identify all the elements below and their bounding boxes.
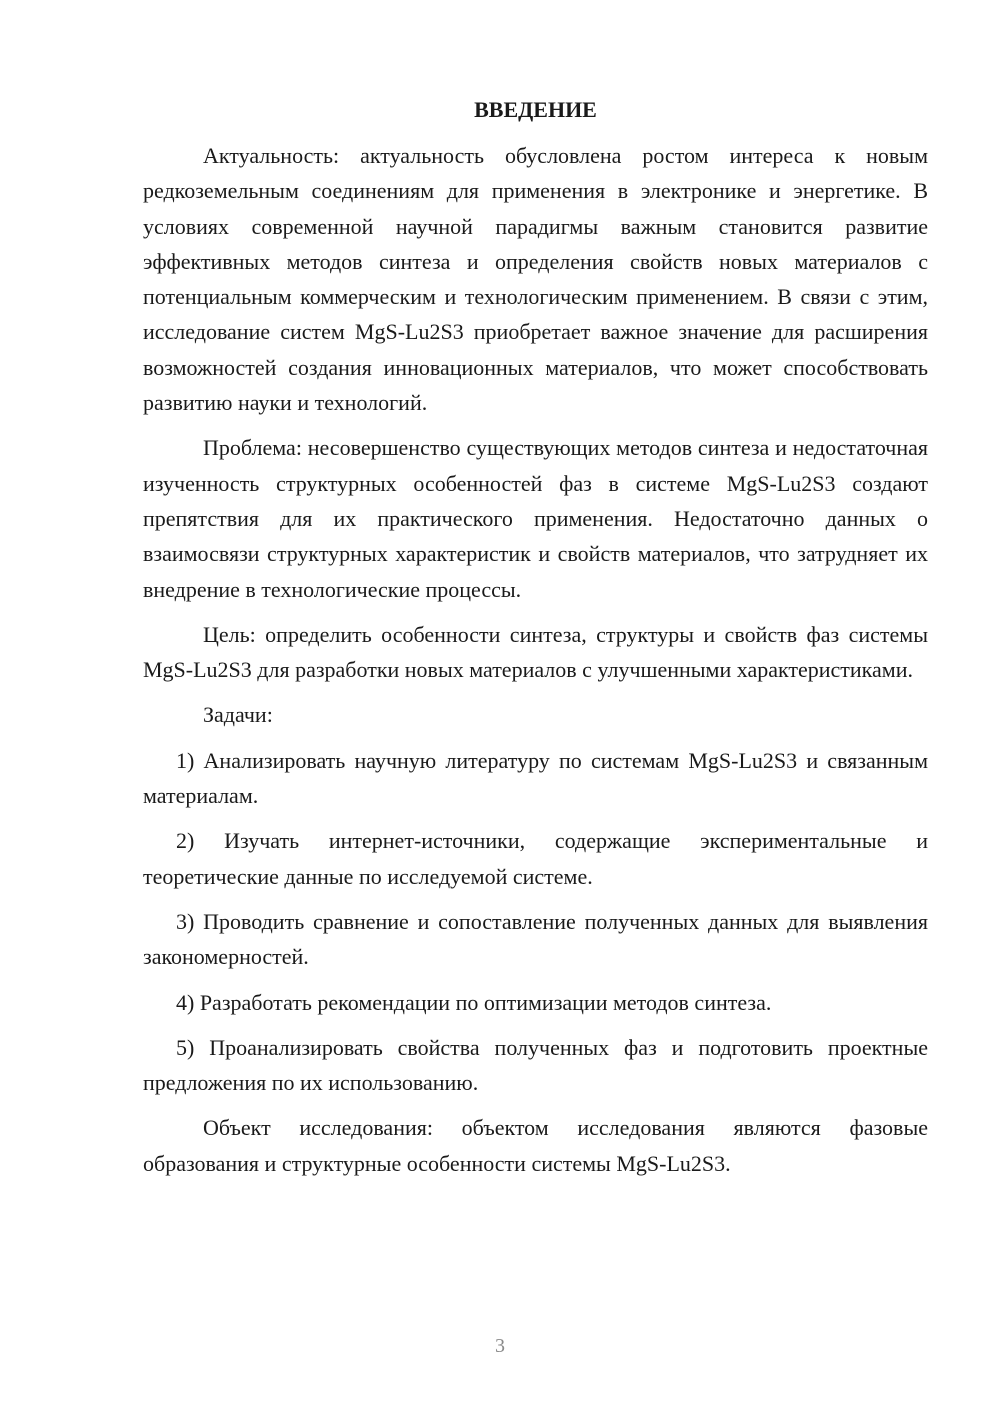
page-number: 3 bbox=[495, 1335, 505, 1357]
goal-paragraph: Цель: определить особенности синтеза, структуры и свойств фаз системы MgS-Lu2S3 для разработки новых материалов с улучшенными характеристиками. bbox=[143, 621, 928, 683]
task-item-5: 5) Проанализировать свойства полученных фаз и подготовить проектные предложения по их использованию. bbox=[143, 1034, 928, 1096]
tasks-heading: Задачи: bbox=[203, 702, 273, 728]
task-item-3: 3) Проводить сравнение и сопоставление полученных данных для выявления закономерностей. bbox=[143, 908, 928, 970]
task-item-4: 4) Разработать рекомендации по оптимизации методов синтеза. bbox=[176, 989, 772, 1015]
page-content bbox=[143, 92, 928, 1181]
task-item-2: 2) Изучать интернет-источники, содержащие экспериментальные и теоретические данные по исследуемой системе. bbox=[143, 828, 928, 889]
task-item-1: 1) Анализировать научную литературу по системам MgS-Lu2S3 и связанным материалам. bbox=[143, 747, 928, 809]
section-heading: ВВЕДЕНИЕ bbox=[474, 97, 597, 122]
problem-paragraph: Проблема: несовершенство существующих методов синтеза и недостаточная изученность структурных особенностей фаз в системе MgS-Lu2S3 создают препятствия для их практического применения. Недостаточно данных о взаимосвязи структурных характеристик и свойств материалов, что затрудняет их внедрение в технологические процессы. bbox=[143, 435, 928, 602]
object-paragraph: Объект исследования: объектом исследования являются фазовые образования и структурные особенности системы MgS-Lu2S3. bbox=[143, 1115, 928, 1176]
relevance-paragraph: Актуальность: актуальность обусловлена ростом интереса к новым редкоземельным соединениям для применения в электронике и энергетике. В условиях современной научной парадигмы важным становится развитие эффективных методов синтеза и определения свойств новых материалов с потенциальным коммерческим и технологическим применением. В связи с этим, исследование систем MgS-Lu2S3 приобретает важное значение для расширения возможностей создания инновационных материалов, что может способствовать развитию науки и технологий. bbox=[143, 143, 928, 416]
